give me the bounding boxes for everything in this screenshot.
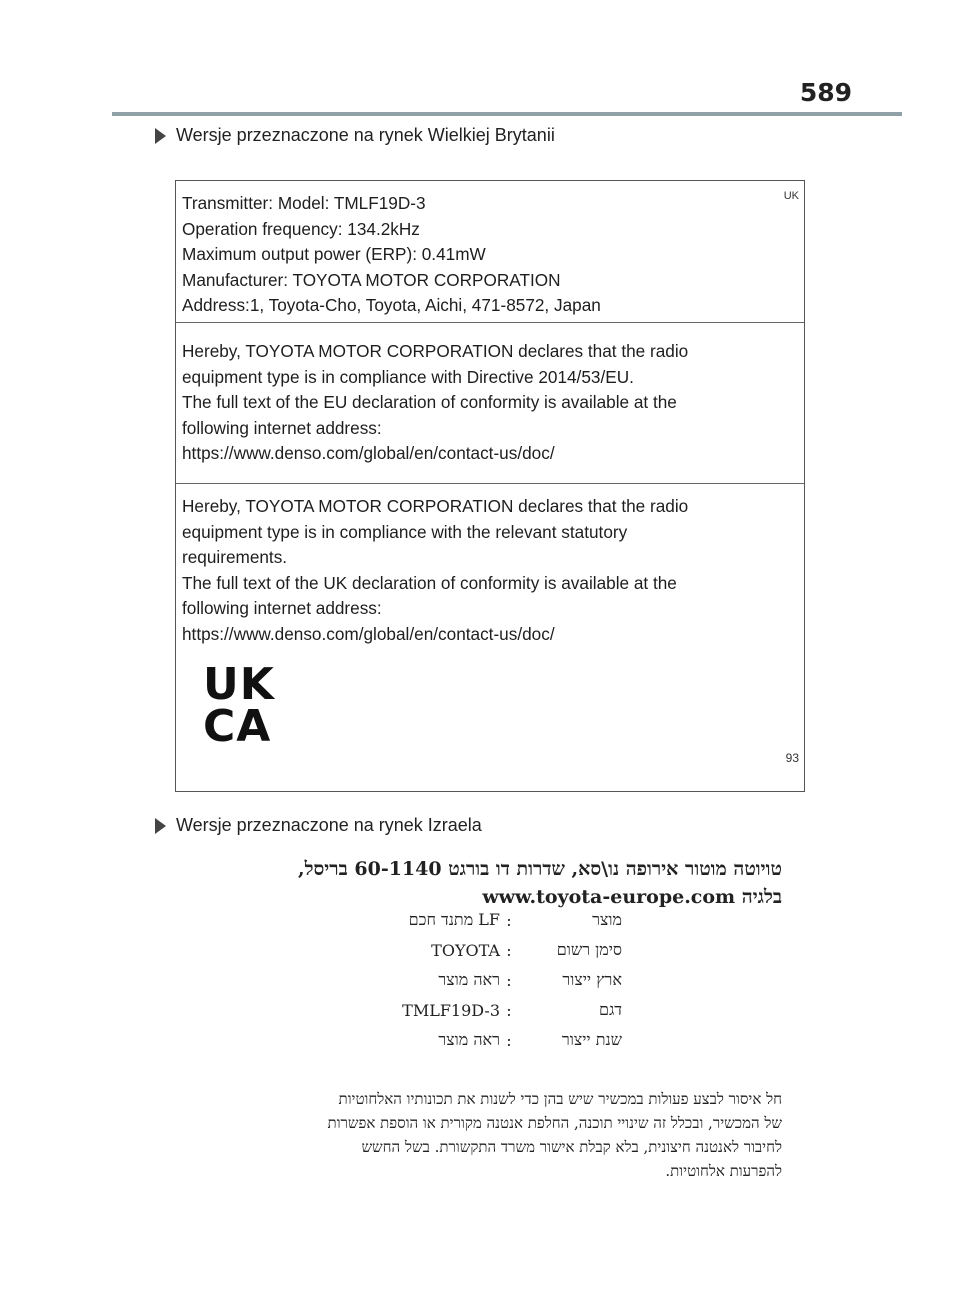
label-line: https://www.denso.com/global/en/contact-us/doc/ xyxy=(182,443,555,463)
spec-key: מוצר xyxy=(592,910,622,929)
spec-value: ראה מוצר xyxy=(438,970,500,989)
section-heading-text: Wersje przeznaczone na rynek Wielkiej Brytanii xyxy=(176,125,555,145)
label-uk-declaration xyxy=(176,484,804,791)
spec-key: ארץ ייצור xyxy=(562,970,622,989)
spec-value: ראה מוצר xyxy=(438,1030,500,1049)
label-line: equipment type is in compliance with Directive 2014/53/EU. xyxy=(182,366,634,387)
uk-compliance-label xyxy=(175,180,805,792)
spec-separator: : xyxy=(506,940,512,960)
section-heading-text: Wersje przeznaczone na rynek Izraela xyxy=(176,815,482,835)
label-line: following internet address: xyxy=(182,598,382,618)
table-row xyxy=(360,935,622,965)
ukca-mark-line1: UK xyxy=(203,659,275,710)
header-divider xyxy=(112,112,902,116)
label-line: Address:1, Toyota-Cho, Toyota, Aichi, 471-8572, Japan xyxy=(182,295,601,315)
label-line: Transmitter: Model: TMLF19D-3 xyxy=(182,193,426,213)
triangle-bullet-icon xyxy=(155,818,166,834)
label-line: The full text of the EU declaration of conformity is available at the xyxy=(182,392,677,412)
section-heading-uk xyxy=(155,125,555,146)
israel-spec-table xyxy=(360,905,622,1055)
label-footer-number: 93 xyxy=(785,751,799,765)
label-eu-declaration xyxy=(176,323,804,484)
israel-warning-paragraph xyxy=(150,1087,782,1183)
ukca-mark-line2: CA xyxy=(203,701,272,752)
spec-separator: : xyxy=(506,1030,512,1050)
label-line: Operation frequency: 134.2kHz xyxy=(182,218,420,239)
paragraph-line: להפרעות אלחוטיות. xyxy=(665,1162,782,1180)
spec-key: דגם xyxy=(599,1000,622,1019)
label-line: following internet address: xyxy=(182,417,382,438)
triangle-bullet-icon xyxy=(155,128,166,144)
spec-key: סימן רשום xyxy=(556,940,622,959)
page-number: 589 xyxy=(799,78,852,107)
label-line: The full text of the UK declaration of conformity is available at the xyxy=(182,572,677,593)
israel-title-line: טויוטה מוטור אירופה נו\סא, שדרות דו בורגט 60-1140 בריסל, xyxy=(297,858,782,880)
table-row xyxy=(360,905,622,935)
label-line: https://www.denso.com/global/en/contact-us/doc/ xyxy=(182,623,555,644)
ukca-mark-logo xyxy=(203,659,275,752)
spec-value: LF מתנד חכם xyxy=(408,910,500,929)
label-transmitter-info xyxy=(176,181,804,323)
label-line: equipment type is in compliance with the relevant statutory xyxy=(182,521,628,542)
spec-value: TMLF19D-3 xyxy=(402,1000,500,1020)
spec-separator: : xyxy=(506,970,512,990)
uk-corner-tag: UK xyxy=(783,190,799,202)
spec-separator: : xyxy=(506,1000,512,1020)
label-line: Maximum output power (ERP): 0.41mW xyxy=(182,244,486,264)
table-row xyxy=(360,965,622,995)
label-line: requirements. xyxy=(182,547,288,567)
table-row xyxy=(360,995,622,1025)
table-row xyxy=(360,1025,622,1055)
section-heading-israel xyxy=(155,815,482,836)
spec-value: TOYOTA xyxy=(431,940,500,960)
israel-title-line: בלגיה www.toyota-europe.com xyxy=(482,886,782,908)
paragraph-line: של המכשיר, ובכלל זה שינויי תוכנה, החלפת אנטנה מקורית או הוספת אפשרות xyxy=(327,1114,782,1132)
label-line: Hereby, TOYOTA MOTOR CORPORATION declares that the radio xyxy=(182,496,689,516)
paragraph-line: לחיבור לאנטנה חיצונית, בלא קבלת אישור משרד התקשורת. בשל החשש xyxy=(361,1138,782,1156)
label-line: Manufacturer: TOYOTA MOTOR CORPORATION xyxy=(182,269,561,290)
spec-key: שנת ייצור xyxy=(561,1030,622,1049)
paragraph-line: חל איסור לבצע פעולות במכשיר שיש בהן כדי לשנות את תכונותיו האלחוטיות xyxy=(338,1090,782,1108)
spec-separator: : xyxy=(506,910,512,930)
label-line: Hereby, TOYOTA MOTOR CORPORATION declares that the radio xyxy=(182,341,689,361)
israel-label-title xyxy=(150,855,782,911)
